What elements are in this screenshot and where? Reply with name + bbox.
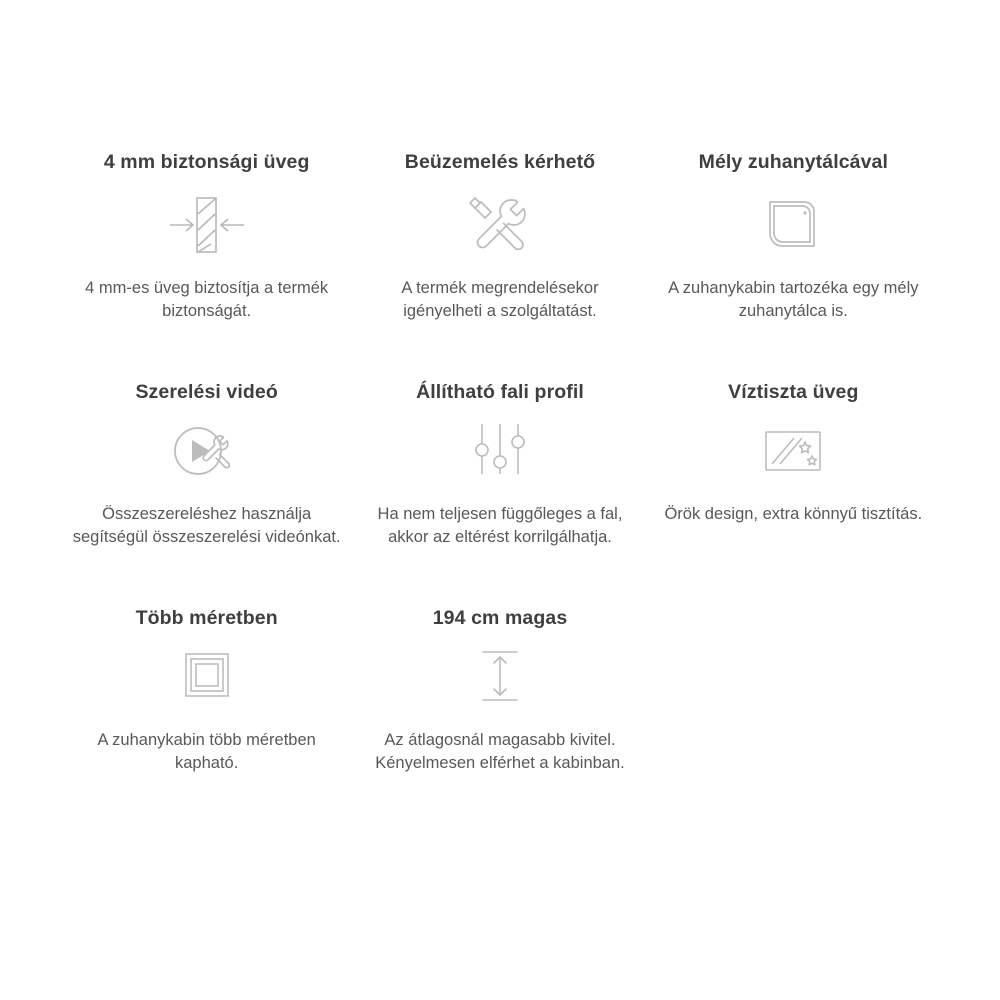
feature-card-safety-glass bbox=[60, 150, 353, 324]
feature-grid-spacer bbox=[647, 606, 940, 776]
feature-description: A termék megrendelésekor igényelheti a szolgáltatást. bbox=[401, 278, 599, 321]
feature-title: 4 mm biztonsági üveg bbox=[103, 151, 310, 173]
sliders-icon bbox=[455, 415, 545, 487]
feature-card-installation bbox=[353, 150, 646, 324]
sparkling-glass-icon bbox=[748, 415, 838, 487]
feature-description: Összeszereléshez használja segítségül összeszerelési videónkat. bbox=[72, 504, 341, 547]
feature-card-deep-tray bbox=[647, 150, 940, 324]
feature-card-adjustable-wall-profile bbox=[353, 380, 646, 550]
shower-tray-icon bbox=[748, 189, 838, 261]
tools-wrench-screwdriver-icon bbox=[455, 189, 545, 261]
feature-description: A zuhanykabin tartozéka egy mély zuhanytálca is. bbox=[668, 278, 919, 321]
feature-title: Szerelési videó bbox=[135, 380, 278, 403]
feature-grid bbox=[60, 150, 940, 775]
feature-title: 194 cm magas bbox=[432, 606, 568, 629]
feature-card-clear-glass bbox=[647, 380, 940, 550]
feature-title: Állítható fali profil bbox=[416, 380, 584, 403]
feature-description: Az átlagosnál magasabb kivitel. Kényelmesen elférhet a kabinban. bbox=[375, 730, 625, 772]
feature-title: Több méretben bbox=[135, 606, 278, 629]
feature-description: 4 mm-es üveg biztosítja a termék biztonságát. bbox=[85, 278, 329, 321]
feature-title: Beüzemelés kérhető bbox=[404, 151, 596, 173]
glass-thickness-icon bbox=[162, 189, 252, 261]
feature-description: Ha nem teljesen függőleges a fal, akkor az eltérést korrilgálhatja. bbox=[377, 504, 623, 547]
play-tools-icon bbox=[162, 415, 252, 487]
vertical-arrow-icon bbox=[455, 641, 545, 713]
feature-card-assembly-video bbox=[60, 380, 353, 550]
feature-description: A zuhanykabin több méretben kapható. bbox=[97, 730, 316, 772]
feature-title: Víztiszta üveg bbox=[728, 380, 859, 403]
feature-card-multiple-sizes bbox=[60, 606, 353, 776]
feature-card-height-194 bbox=[353, 606, 646, 776]
stacked-squares-icon bbox=[162, 641, 252, 713]
feature-title: Mély zuhanytálcával bbox=[698, 151, 889, 173]
feature-description: Örök design, extra könnyű tisztítás. bbox=[664, 504, 923, 523]
